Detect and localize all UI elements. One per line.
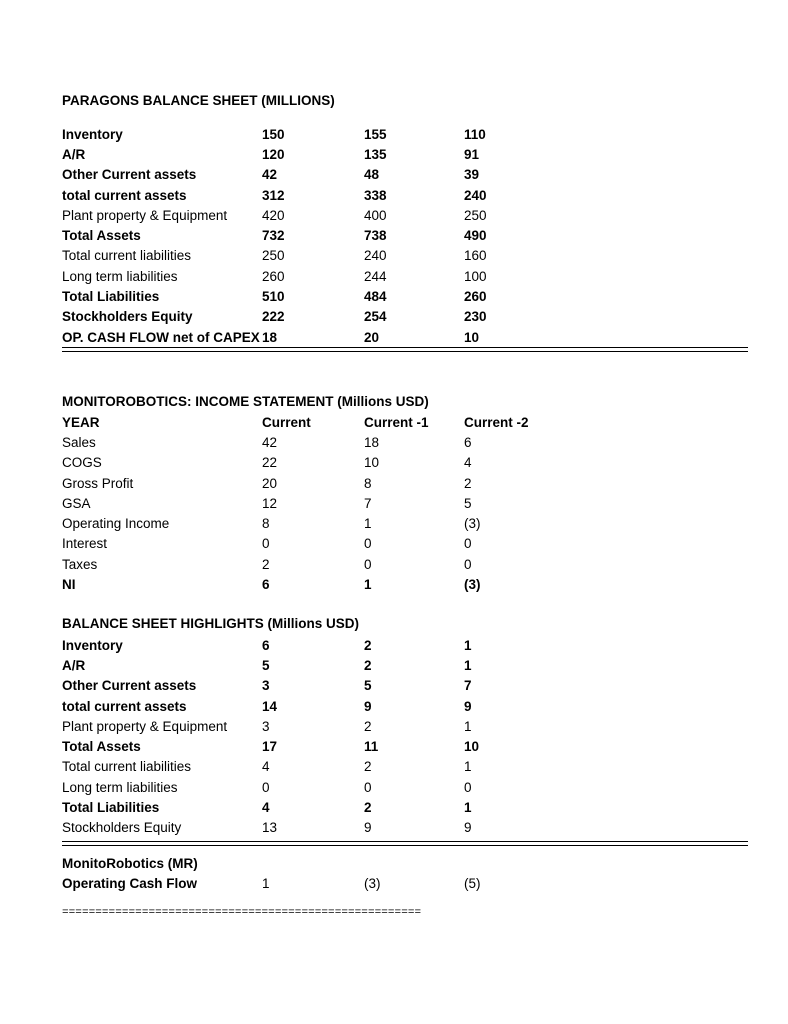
cell-current: 0 [262, 536, 270, 552]
row-label: GSA [62, 495, 91, 511]
cell-current: 20 [262, 475, 278, 491]
table-row [62, 432, 564, 452]
highlights-title: BALANCE SHEET HIGHLIGHTS (Millions USD) [62, 616, 359, 631]
row-label: Interest [62, 536, 108, 552]
table-row [62, 225, 564, 245]
cell-current: 2 [262, 556, 270, 572]
row-label: Gross Profit [62, 475, 134, 491]
cell-current: 12 [262, 495, 278, 511]
cell-current: 14 [262, 698, 278, 714]
double-rule-divider [62, 347, 748, 352]
row-label: Long term liabilities [62, 268, 178, 284]
row-label: Other Current assets [62, 678, 197, 694]
row-label: Total Liabilities [62, 289, 160, 305]
table-row [62, 554, 564, 574]
cell-current-2: 230 [464, 309, 487, 325]
table-row [62, 246, 564, 266]
cell-current-2: 1 [464, 718, 472, 734]
table-row [62, 757, 564, 777]
cashflow-current-2: (5) [464, 875, 481, 891]
row-label: COGS [62, 455, 102, 471]
cell-current: 3 [262, 678, 270, 694]
cell-current: 42 [262, 434, 278, 450]
row-label: Other Current assets [62, 167, 197, 183]
table-row [62, 696, 564, 716]
cell-current-2: 1 [464, 637, 472, 653]
table-row [62, 493, 564, 513]
row-label: Plant property & Equipment [62, 207, 228, 223]
table-row [62, 124, 564, 144]
table-row [62, 635, 564, 655]
header-current-2: Current -2 [464, 414, 529, 430]
cell-current-2: 1 [464, 800, 472, 816]
table-row [62, 797, 564, 817]
cell-current-2: 1 [464, 759, 472, 775]
cell-current-2: 260 [464, 289, 487, 305]
footer-rule: ====================================================== [62, 907, 422, 919]
cell-current-1: 2 [364, 657, 372, 673]
cell-current-1: 1 [364, 577, 372, 593]
table-row [62, 307, 564, 327]
row-label: Long term liabilities [62, 779, 178, 795]
cell-current-2: 100 [464, 268, 487, 284]
table-row [62, 873, 564, 893]
cell-current-2: 4 [464, 455, 472, 471]
cashflow-company: MonitoRobotics (MR) [62, 855, 198, 871]
row-label: Inventory [62, 637, 123, 653]
cell-current-1: 1 [364, 516, 372, 532]
highlights-table [62, 635, 564, 838]
cell-current-2: 7 [464, 678, 472, 694]
row-label: Total Assets [62, 739, 141, 755]
cell-current-2: 0 [464, 536, 472, 552]
cell-current: 4 [262, 759, 270, 775]
cell-current: 4 [262, 800, 270, 816]
table-row [62, 513, 564, 533]
cell-current: 312 [262, 187, 285, 203]
cell-current: 260 [262, 268, 285, 284]
row-label: A/R [62, 657, 86, 673]
table-row [62, 144, 564, 164]
income-header-row [62, 412, 564, 432]
row-label: Inventory [62, 126, 123, 142]
cell-current-1: 2 [364, 800, 372, 816]
table-row [62, 716, 564, 736]
row-label: A/R [62, 146, 86, 162]
table-row [62, 453, 564, 473]
cell-current-1: 155 [364, 126, 387, 142]
year-label: YEAR [62, 414, 100, 430]
cell-current-1: 240 [364, 248, 387, 264]
cell-current-2: 10 [464, 739, 480, 755]
cell-current-1: 135 [364, 146, 387, 162]
cell-current-2: 39 [464, 167, 480, 183]
cell-current-1: 400 [364, 207, 387, 223]
cell-current: 3 [262, 718, 270, 734]
cell-current-1: 2 [364, 718, 372, 734]
double-rule-divider [62, 841, 748, 846]
cell-current-1: 7 [364, 495, 372, 511]
cell-current: 8 [262, 516, 270, 532]
cell-current-1: 0 [364, 556, 372, 572]
cell-current: 42 [262, 167, 278, 183]
row-label: Total current liabilities [62, 248, 192, 264]
cell-current-1: 484 [364, 289, 387, 305]
paragon-balance-table [62, 124, 564, 347]
row-label: Operating Income [62, 516, 170, 532]
table-row [62, 327, 564, 347]
cell-current: 150 [262, 126, 285, 142]
cell-current-1: 338 [364, 187, 387, 203]
row-label: total current assets [62, 698, 187, 714]
cell-current-2: 6 [464, 434, 472, 450]
row-label: OP. CASH FLOW net of CAPEX [62, 329, 260, 345]
cell-current-1: 20 [364, 329, 380, 345]
cell-current-2: 250 [464, 207, 487, 223]
cell-current-1: 48 [364, 167, 380, 183]
row-label: Total current liabilities [62, 759, 192, 775]
cell-current-2: 5 [464, 495, 472, 511]
table-row [62, 534, 564, 554]
row-label: Plant property & Equipment [62, 718, 228, 734]
cell-current: 6 [262, 577, 270, 593]
cashflow-current-1: (3) [364, 875, 381, 891]
row-label: Sales [62, 434, 96, 450]
cell-current: 5 [262, 657, 270, 673]
cell-current-1: 2 [364, 637, 372, 653]
cell-current-1: 0 [364, 536, 372, 552]
cell-current: 222 [262, 309, 285, 325]
cell-current-2: 9 [464, 698, 472, 714]
cell-current-1: 9 [364, 698, 372, 714]
row-label: Total Assets [62, 228, 141, 244]
cell-current: 13 [262, 820, 278, 836]
cell-current-1: 2 [364, 759, 372, 775]
table-row [62, 736, 564, 756]
header-current-1: Current -1 [364, 414, 429, 430]
cell-current-1: 8 [364, 475, 372, 491]
table-row [62, 165, 564, 185]
cell-current-1: 254 [364, 309, 387, 325]
cell-current-2: 0 [464, 556, 472, 572]
cell-current: 18 [262, 329, 278, 345]
cell-current-1: 0 [364, 779, 372, 795]
cell-current: 250 [262, 248, 285, 264]
cell-current: 6 [262, 637, 270, 653]
cell-current: 17 [262, 739, 278, 755]
cell-current-1: 738 [364, 228, 387, 244]
cell-current-1: 5 [364, 678, 372, 694]
cell-current-2: 110 [464, 126, 486, 142]
table-row [62, 777, 564, 797]
cell-current-2: 490 [464, 228, 487, 244]
cell-current-2: 0 [464, 779, 472, 795]
table-row [62, 574, 564, 594]
row-label: Stockholders Equity [62, 820, 182, 836]
cashflow-label: Operating Cash Flow [62, 875, 198, 891]
income-statement-table [62, 412, 564, 595]
cell-current: 510 [262, 289, 285, 305]
cell-current-2: 10 [464, 329, 480, 345]
row-label: Taxes [62, 556, 98, 572]
cell-current-1: 10 [364, 455, 380, 471]
table-row [62, 818, 564, 838]
cashflow-current: 1 [262, 875, 270, 891]
cell-current-2: 2 [464, 475, 472, 491]
cell-current-2: 9 [464, 820, 472, 836]
table-row [62, 473, 564, 493]
cell-current-2: 240 [464, 187, 487, 203]
cell-current-1: 18 [364, 434, 380, 450]
table-row [62, 853, 564, 873]
table-row [62, 286, 564, 306]
cell-current-2: 160 [464, 248, 487, 264]
row-label: total current assets [62, 187, 187, 203]
cell-current-2: 91 [464, 146, 480, 162]
cell-current-1: 9 [364, 820, 372, 836]
cell-current: 0 [262, 779, 270, 795]
cell-current-1: 11 [364, 739, 379, 755]
cell-current: 22 [262, 455, 278, 471]
row-label: Stockholders Equity [62, 309, 193, 325]
cell-current-2: (3) [464, 516, 481, 532]
cell-current: 420 [262, 207, 285, 223]
table-row [62, 655, 564, 675]
income-title: MONITOROBOTICS: INCOME STATEMENT (Millions USD) [62, 394, 429, 409]
header-current: Current [262, 414, 311, 430]
cashflow-table [62, 853, 564, 894]
row-label: NI [62, 577, 76, 593]
table-row [62, 205, 564, 225]
cell-current: 120 [262, 146, 285, 162]
paragon-title: PARAGONS BALANCE SHEET (MILLIONS) [62, 93, 335, 108]
cell-current-1: 244 [364, 268, 387, 284]
table-row [62, 185, 564, 205]
table-row [62, 676, 564, 696]
cell-current-2: (3) [464, 577, 481, 593]
row-label: Total Liabilities [62, 800, 160, 816]
cell-current-2: 1 [464, 657, 472, 673]
cell-current: 732 [262, 228, 285, 244]
table-row [62, 266, 564, 286]
